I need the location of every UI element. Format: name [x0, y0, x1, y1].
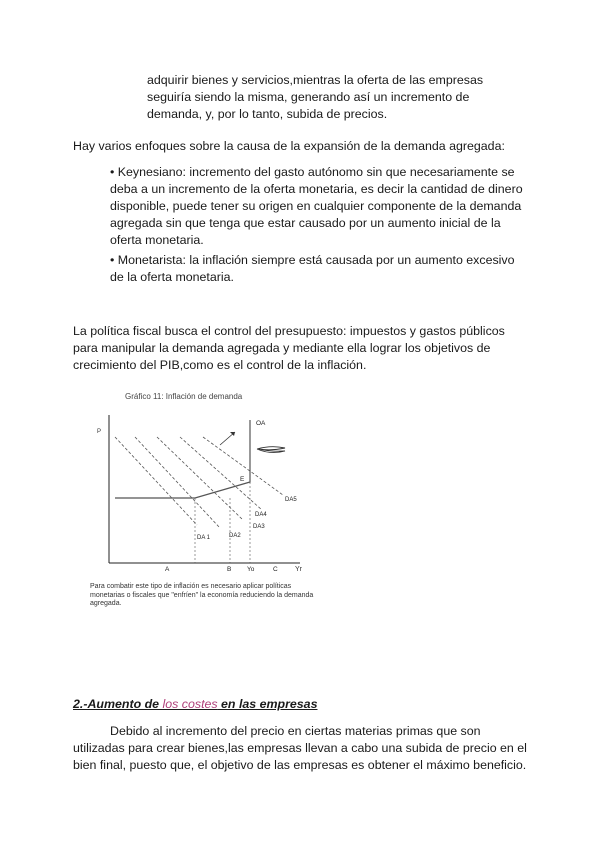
demand-curve-1: [115, 437, 197, 525]
demand-label-1: DA 1: [197, 535, 211, 541]
section-heading-highlight[interactable]: los costes: [162, 697, 218, 711]
supply-curve: [115, 420, 250, 498]
x-tick-a: A: [165, 566, 170, 573]
section-heading-suffix: en las empresas: [217, 697, 318, 711]
demand-label-3: DA3: [253, 524, 265, 530]
chart-caption: Para combatir este tipo de inflación es necesario aplicar políticas monetarias o fiscales que "enfríen" la economía reduciendo la demanda agregada.: [90, 583, 314, 607]
demand-curve-5: [203, 437, 283, 495]
bullet-monetarist: • Monetarista: la inflación siempre está causada por un aumento excesivo de la oferta monetaria.: [110, 253, 515, 284]
section-heading: [73, 697, 317, 711]
demand-inflation-chart: [85, 385, 315, 615]
section-heading-prefix: 2.-Aumento de: [73, 697, 163, 711]
demand-label-2: DA2: [229, 533, 241, 539]
x-tick-c: C: [273, 566, 278, 573]
chart-title: Gráfico 11: Inflación de demanda: [125, 392, 243, 401]
demand-label-5: DA5: [285, 497, 297, 503]
paragraph-fiscal-policy: La política fiscal busca el control del presupuesto: impuestos y gastos públicos para manipular la demanda agregada y mediante ella lograr los objetivos de crecimiento del PIB,como es el control de la inflación.: [73, 324, 505, 372]
supply-label: OA: [256, 420, 266, 427]
x-tick-b: B: [227, 566, 232, 573]
scribble-mark: [257, 447, 285, 453]
demand-label-4: DA4: [255, 512, 267, 518]
demand-curve-2: [135, 437, 220, 528]
bullet-keynesian: • Keynesiano: incremento del gasto autónomo sin que necesariamente se deba a un incremento de la oferta monetaria, es decir la cantidad de dinero disponible, puede tener su origen en cualquier componente de la demanda agregada sin que tenga que estar causado por un aumento inicial de la oferta monetaria.: [110, 165, 523, 247]
paragraph-approaches: Hay varios enfoques sobre la causa de la expansión de la demanda agregada:: [73, 139, 505, 153]
paragraph-costs: Debido al incremento del precio en ciertas materias primas que son utilizadas para crear bienes,las empresas llevan a cabo una subida de precio en el bien final, puesto que, el objetivo de las empresas es obtener el máximo beneficio.: [73, 724, 527, 772]
chart-y-label: P: [97, 429, 102, 435]
chart-x-label: Yr: [295, 566, 302, 573]
paragraph-continuation: adquirir bienes y servicios,mientras la oferta de las empresas seguiría siendo la misma, generando así un incremento de demanda, y, por lo tanto, subida de precios.: [147, 73, 484, 121]
x-tick-yo: Yo: [247, 566, 255, 573]
equilibrium-label: E: [240, 476, 245, 483]
